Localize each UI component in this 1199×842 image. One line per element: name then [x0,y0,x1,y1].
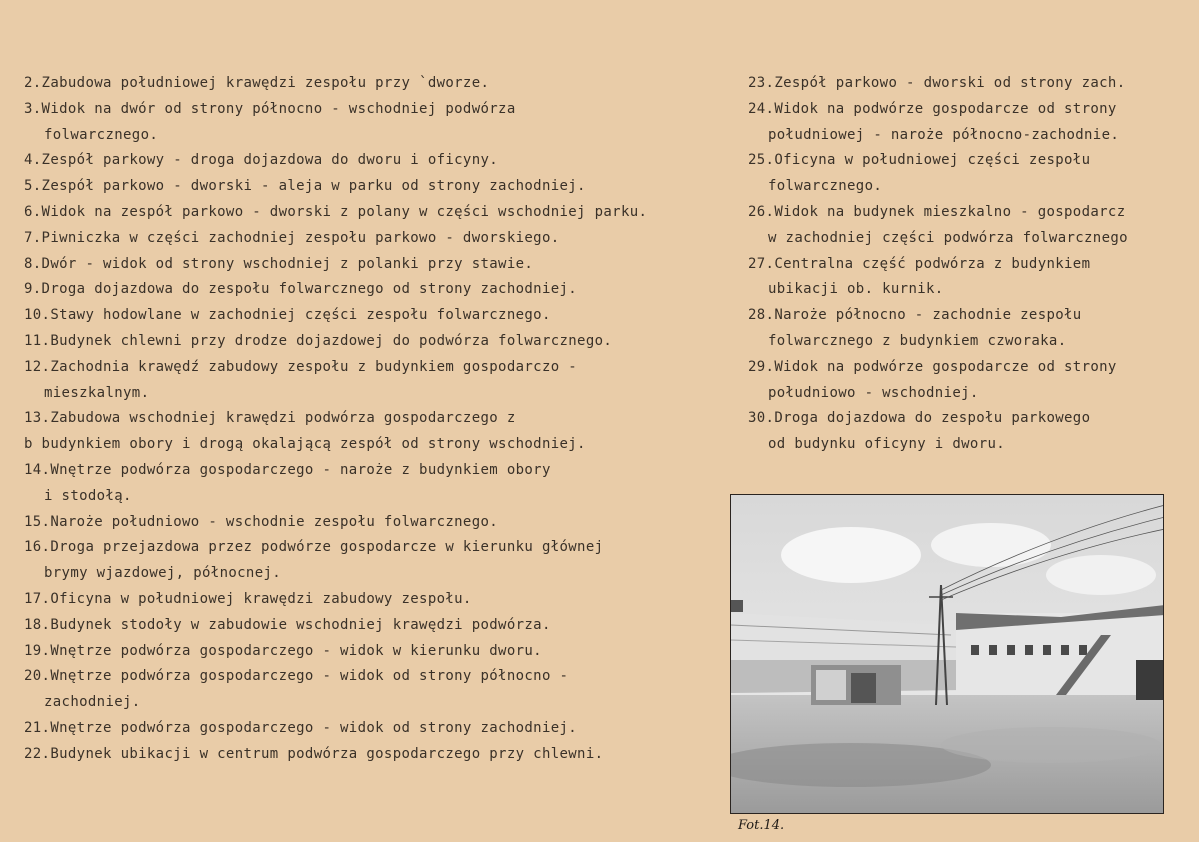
caption-item [24,355,729,407]
caption-item [24,716,729,742]
caption-continuation-line: brymy wjazdowej, północnej. [44,565,282,582]
captions-right-column [748,71,1188,458]
caption-continuation-line: folwarcznego. [768,178,883,195]
caption-continuation-line: południowej - naroże północno-zachodnie. [768,126,1120,143]
photo-label: Fot.14. [738,818,785,833]
caption-continuation-line: b budynkiem obory i drogą okalającą zespół od strony wschodniej. [24,436,586,453]
caption-item [748,303,1188,355]
caption-item [24,587,729,613]
caption-item [24,277,729,303]
caption-item [748,355,1188,407]
caption-line: 8.Dwór - widok od strony wschodniej z polanki przy stawie. [24,255,534,272]
caption-item [24,226,729,252]
caption-line: 27.Centralna część podwórza z budynkiem [748,255,1091,272]
caption-continuation-line: od budynku oficyny i dworu. [768,436,1006,453]
caption-line: 22.Budynek ubikacji w centrum podwórza gospodarczego przy chlewni. [24,745,604,762]
caption-line: 6.Widok na zespół parkowo - dworski z polany w części wschodniej parku. [24,203,648,220]
caption-line: 11.Budynek chlewni przy drodze dojazdowej do podwórza folwarcznego. [24,332,613,349]
caption-item [24,329,729,355]
caption-item [24,71,729,97]
caption-line: 23.Zespół parkowo - dworski od strony zach. [748,75,1126,91]
caption-line: 10.Stawy hodowlane w zachodniej części zespołu folwarcznego. [24,307,551,324]
caption-line: 16.Droga przejazdowa przez podwórze gospodarcze w kierunku głównej [24,539,604,556]
caption-line: 17.Oficyna w południowej krawędzi zabudowy zespołu. [24,590,472,607]
caption-item [24,458,729,510]
caption-line: 5.Zespół parkowo - dworski - aleja w parku od strony zachodniej. [24,178,586,195]
caption-line: 24.Widok na podwórze gospodarcze od strony [748,100,1117,117]
caption-line: 26.Widok na budynek mieszkalno - gospodarcz [748,203,1126,220]
caption-continuation-line: ubikacji ob. kurnik. [768,281,944,298]
caption-item [24,406,729,458]
caption-item [748,406,1188,458]
caption-line: 4.Zespół parkowy - droga dojazdowa do dworu i oficyny. [24,152,499,169]
caption-continuation-line: folwarcznego. [44,126,159,143]
caption-line: 15.Naroże południowo - wschodnie zespołu folwarcznego. [24,513,499,530]
caption-continuation-line: zachodniej. [44,694,141,711]
caption-line: 12.Zachodnia krawędź zabudowy zespołu z budynkiem gospodarczo - [24,358,578,375]
caption-continuation-line: i stodołą. [44,487,132,504]
caption-item [24,97,729,149]
caption-item [748,71,1188,97]
caption-item [24,200,729,226]
caption-line: 13.Zabudowa wschodniej krawędzi podwórza gospodarczego z [24,410,516,427]
caption-line: 20.Wnętrze podwórza gospodarczego - widok od strony północno - [24,668,569,685]
caption-line: 30.Droga dojazdowa do zespołu parkowego [748,410,1091,427]
caption-line: 19.Wnętrze podwórza gospodarczego - widok w kierunku dworu. [24,642,542,659]
caption-line: 18.Budynek stodoły w zabudowie wschodniej krawędzi podwórza. [24,616,551,633]
caption-line: 3.Widok na dwór od strony północno - wschodniej podwórza [24,100,516,117]
caption-item [748,97,1188,149]
caption-line: 14.Wnętrze podwórza gospodarczego - naroże z budynkiem obory [24,461,551,478]
caption-item [24,252,729,278]
caption-item [24,174,729,200]
caption-item [24,535,729,587]
caption-item [748,252,1188,304]
caption-line: 9.Droga dojazdowa do zespołu folwarcznego od strony zachodniej. [24,281,578,298]
caption-continuation-line: w zachodniej części podwórza folwarcznego [768,229,1128,246]
caption-continuation-line: mieszkalnym. [44,384,150,401]
caption-item [24,639,729,665]
caption-line: 21.Wnętrze podwórza gospodarczego - widok od strony zachodniej. [24,719,578,736]
caption-item [24,613,729,639]
caption-line: 28.Naroże północno - zachodnie zespołu [748,307,1082,324]
caption-item [24,742,729,768]
caption-line: 25.Oficyna w południowej części zespołu [748,152,1091,169]
caption-continuation-line: folwarcznego z budynkiem czworaka. [768,332,1067,349]
caption-item [748,200,1188,252]
caption-item [24,664,729,716]
caption-item [24,303,729,329]
caption-line: 7.Piwniczka w części zachodniej zespołu parkowo - dworskiego. [24,229,560,246]
caption-item [24,148,729,174]
caption-continuation-line: południowo - wschodniej. [768,384,979,401]
captions-left-column [24,71,729,768]
caption-line: 2.Zabudowa południowej krawędzi zespołu przy `dworze. [24,75,490,91]
farmyard-photograph [730,494,1164,814]
caption-line: 29.Widok na podwórze gospodarcze od strony [748,358,1117,375]
caption-item [24,510,729,536]
caption-item [748,148,1188,200]
